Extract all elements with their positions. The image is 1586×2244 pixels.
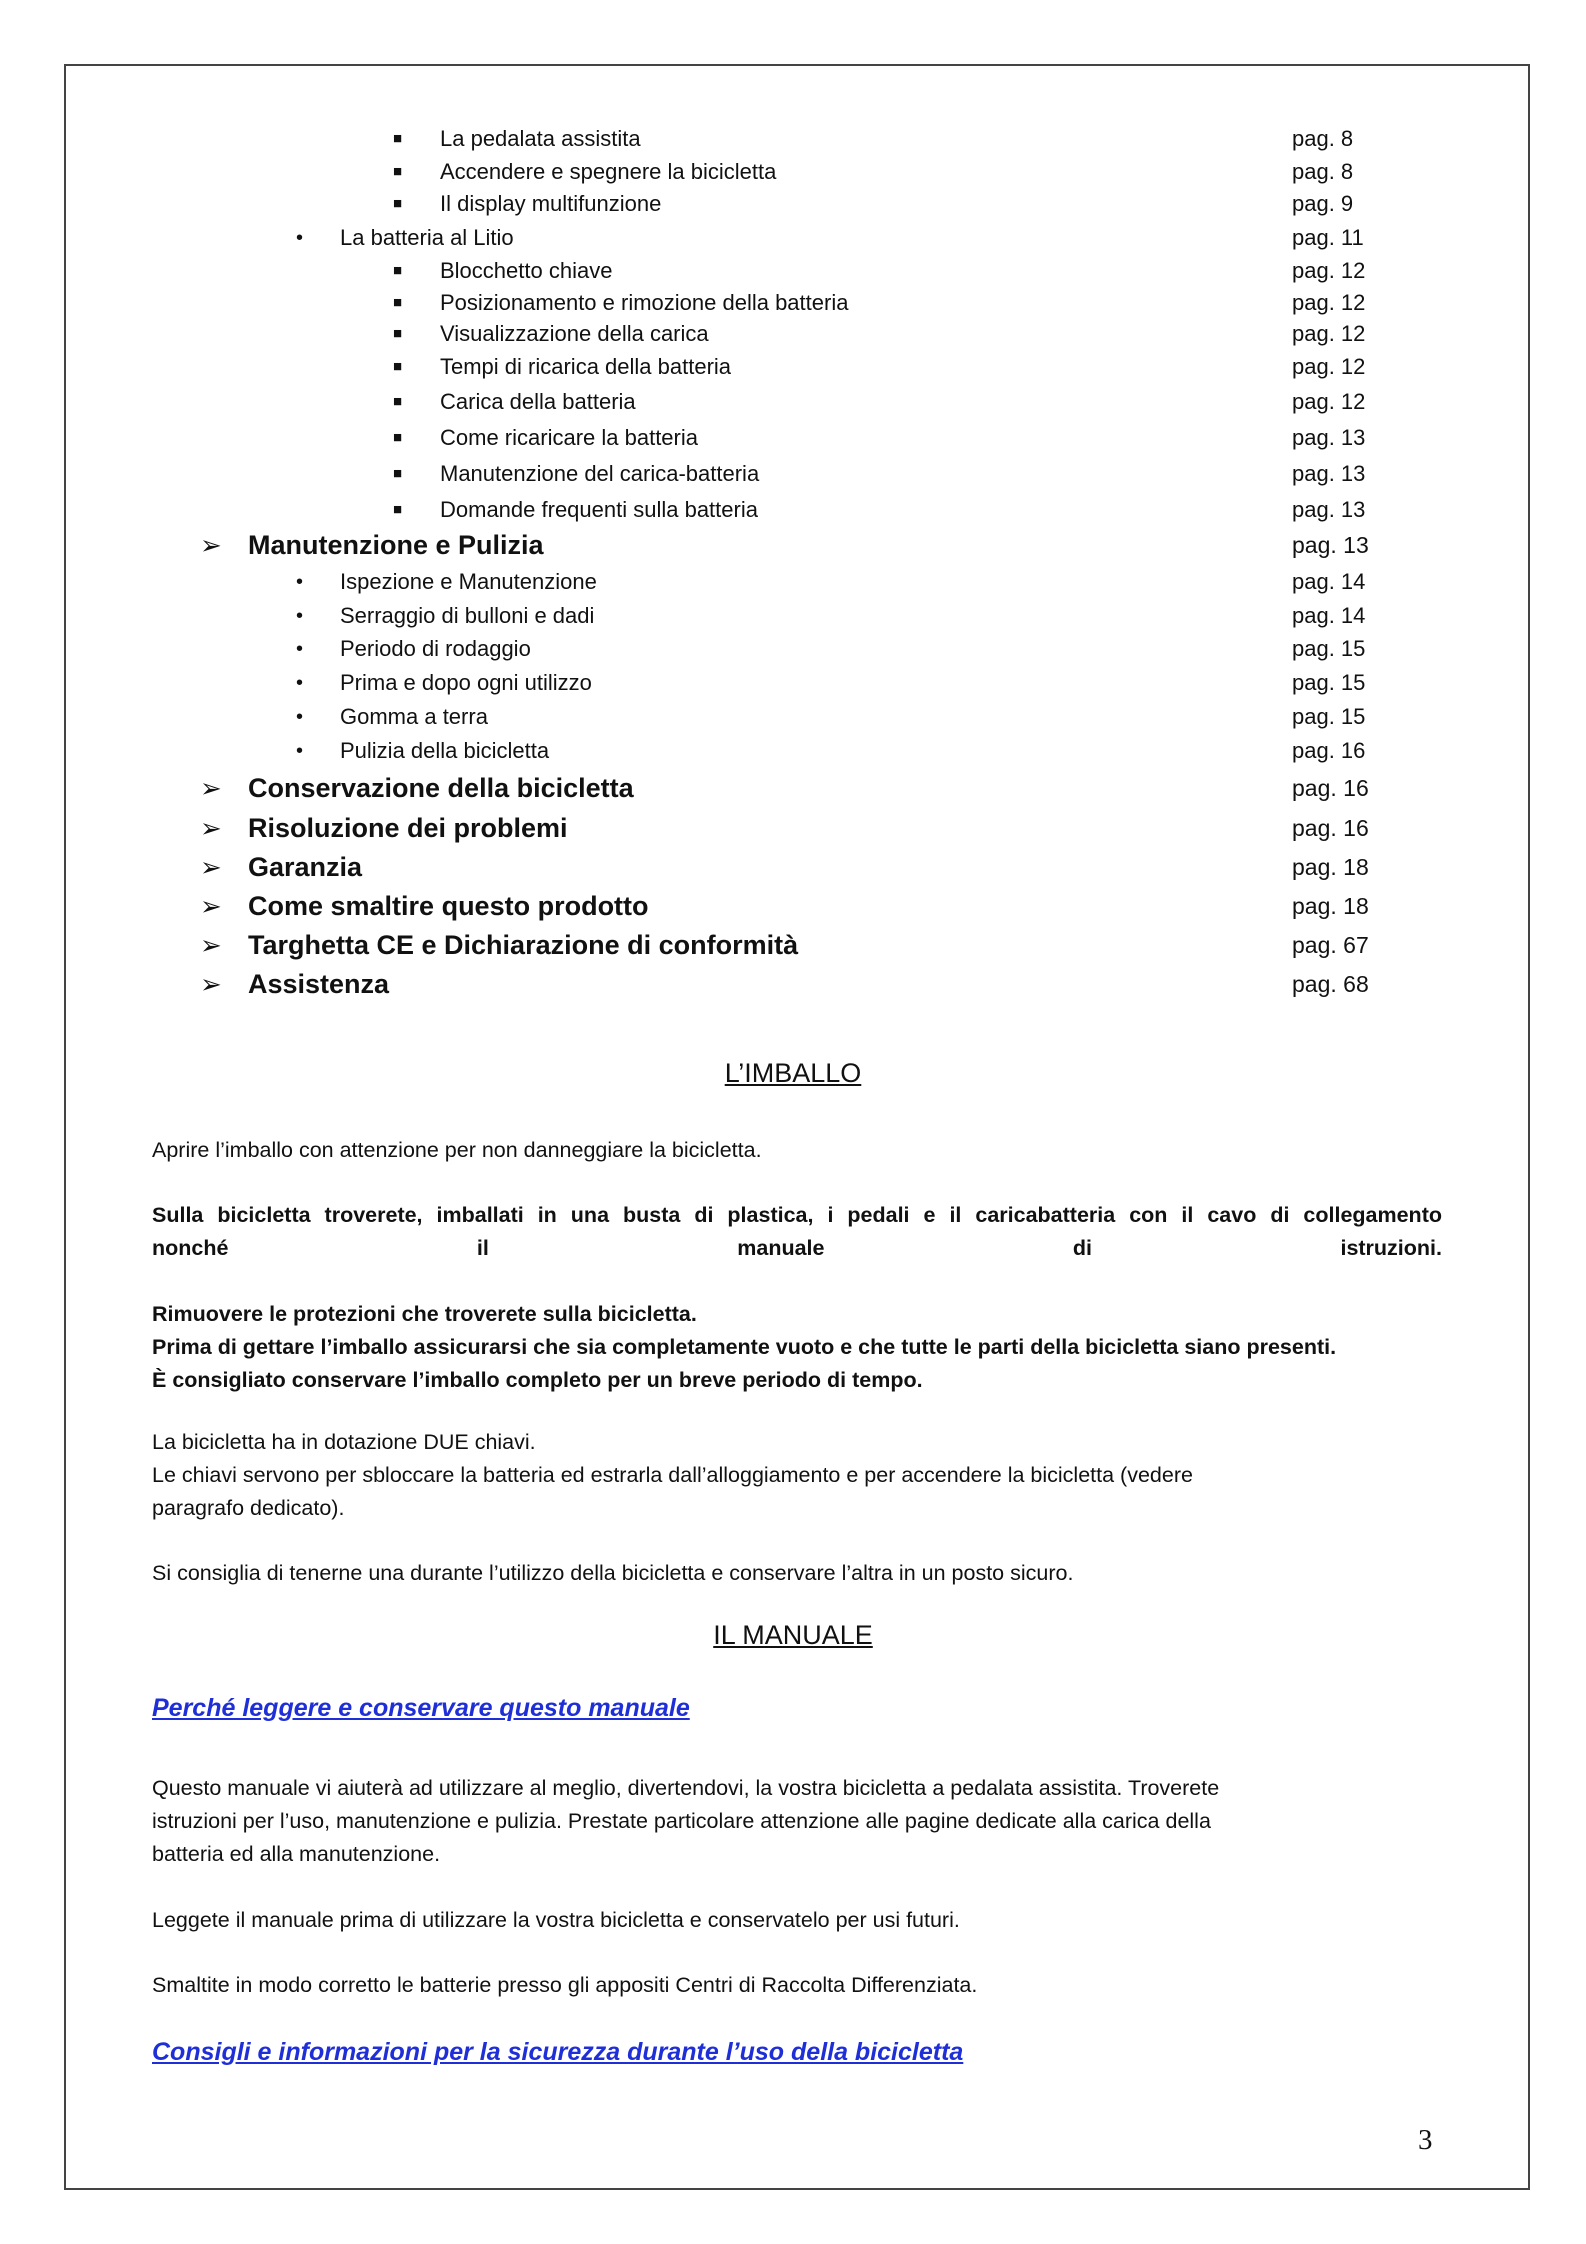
- toc-entry: [0, 286, 1586, 320]
- toc-entry-label: Come ricaricare la batteria: [440, 425, 698, 450]
- arrow-bullet-icon: ➢: [200, 813, 222, 843]
- paragraph-line: Aprire l’imballo con attenzione per non danneggiare la bicicletta.: [152, 1138, 762, 1162]
- toc-entry-page: pag. 18: [1292, 893, 1369, 919]
- toc-entry-label: Ispezione e Manutenzione: [340, 569, 597, 594]
- round-bullet-icon: •: [296, 740, 304, 762]
- toc-entry: [0, 254, 1586, 288]
- toc-entry-page: pag. 16: [1292, 775, 1369, 801]
- paragraph-line: Smaltite in modo corretto le batterie presso gli appositi Centri di Raccolta Differenziata.: [152, 1973, 978, 1997]
- toc-entry-page: pag. 12: [1292, 258, 1366, 283]
- square-bullet-icon: ■: [393, 325, 403, 342]
- toc-entry-page: pag. 15: [1292, 670, 1366, 695]
- toc-entry-page: pag. 14: [1292, 569, 1366, 594]
- toc-entry-page: pag. 13: [1292, 497, 1366, 522]
- toc-entry-page: pag. 12: [1292, 354, 1366, 379]
- page-number: 3: [1418, 2124, 1433, 2156]
- square-bullet-icon: ■: [393, 358, 403, 375]
- arrow-bullet-icon: ➢: [200, 969, 222, 999]
- toc-entry-page: pag. 13: [1292, 532, 1369, 558]
- toc-entry-label: Serraggio di bulloni e dadi: [340, 603, 595, 628]
- toc-entry: [0, 734, 1586, 768]
- paragraph-line: Rimuovere le protezioni che troverete sulla bicicletta.: [152, 1302, 697, 1326]
- toc-entry-label: Targhetta CE e Dichiarazione di conformità: [248, 930, 799, 960]
- toc-entry-page: pag. 18: [1292, 854, 1369, 880]
- section-heading-manuale: IL MANUALE: [713, 1620, 873, 1650]
- square-bullet-icon: ■: [393, 501, 403, 518]
- toc-entry: [0, 187, 1586, 221]
- toc-entry: [0, 565, 1586, 599]
- toc-entry: [0, 700, 1586, 734]
- round-bullet-icon: •: [296, 605, 304, 627]
- square-bullet-icon: ■: [393, 262, 403, 279]
- toc-entry-label: La batteria al Litio: [340, 225, 514, 250]
- toc-entry: [0, 350, 1586, 384]
- square-bullet-icon: ■: [393, 163, 403, 180]
- toc-entry-page: pag. 8: [1292, 126, 1354, 151]
- toc-entry: [0, 889, 1586, 923]
- toc-entry-page: pag. 12: [1292, 321, 1366, 346]
- toc-entry-label: Accendere e spegnere la bicicletta: [440, 159, 777, 184]
- round-bullet-icon: •: [296, 638, 304, 660]
- toc-entry: [0, 385, 1586, 419]
- toc-entry: [0, 317, 1586, 351]
- toc-entry-page: pag. 8: [1292, 159, 1354, 184]
- toc-entry-page: pag. 11: [1292, 225, 1364, 250]
- imballo-paragraph-3: [152, 1298, 1442, 1397]
- round-bullet-icon: •: [296, 571, 304, 593]
- toc-entry: [0, 528, 1586, 562]
- toc-entry-page: pag. 13: [1292, 425, 1366, 450]
- arrow-bullet-icon: ➢: [200, 773, 222, 803]
- toc-entry-page: pag. 9: [1292, 191, 1354, 216]
- toc-entry-page: pag. 16: [1292, 815, 1369, 841]
- paragraph-line: Le chiavi servono per sbloccare la batteria ed estrarla dall’alloggiamento e per accendere la bicicletta (vedere: [152, 1463, 1193, 1487]
- toc-entry-label: Posizionamento e rimozione della batteria: [440, 290, 849, 315]
- toc-entry: [0, 599, 1586, 633]
- arrow-bullet-icon: ➢: [200, 852, 222, 882]
- toc-entry: [0, 493, 1586, 527]
- toc-entry-page: pag. 15: [1292, 636, 1366, 661]
- manuale-paragraph-2: [152, 1904, 1442, 1937]
- toc-entry-label: Assistenza: [248, 969, 390, 999]
- arrow-bullet-icon: ➢: [200, 891, 222, 921]
- toc-entry: [0, 771, 1586, 805]
- paragraph-line: È consigliato conservare l’imballo completo per un breve periodo di tempo.: [152, 1368, 923, 1392]
- toc-entry-label: Come smaltire questo prodotto: [248, 891, 649, 921]
- toc-entry-page: pag. 67: [1292, 932, 1369, 958]
- imballo-paragraph-5: [152, 1557, 1442, 1590]
- subheading-perche-leggere: Perché leggere e conservare questo manuale: [152, 1694, 690, 1722]
- square-bullet-icon: ■: [393, 130, 403, 147]
- toc-entry: [0, 850, 1586, 884]
- toc-entry-label: Pulizia della bicicletta: [340, 738, 550, 763]
- toc-entry: [0, 928, 1586, 962]
- square-bullet-icon: ■: [393, 429, 403, 446]
- toc-entry-page: pag. 14: [1292, 603, 1366, 628]
- toc-entry-page: pag. 13: [1292, 461, 1366, 486]
- toc-entry: [0, 811, 1586, 845]
- section-heading-imballo: L’IMBALLO: [724, 1058, 862, 1088]
- paragraph-line: Si consiglia di tenerne una durante l’utilizzo della bicicletta e conservare l’altra in un posto sicuro.: [152, 1561, 1074, 1585]
- paragraph-line: La bicicletta ha in dotazione DUE chiavi.: [152, 1430, 536, 1454]
- toc-entry: [0, 421, 1586, 455]
- square-bullet-icon: ■: [393, 195, 403, 212]
- toc-entry-label: Carica della batteria: [440, 389, 636, 414]
- paragraph-line: Leggete il manuale prima di utilizzare la vostra bicicletta e conservatelo per usi futuri.: [152, 1908, 960, 1932]
- toc-entry-label: Prima e dopo ogni utilizzo: [340, 670, 592, 695]
- round-bullet-icon: •: [296, 672, 304, 694]
- toc-entry: [0, 457, 1586, 491]
- toc-entry-label: Risoluzione dei problemi: [248, 813, 568, 843]
- toc-entry-label: Manutenzione del carica-batteria: [440, 461, 760, 486]
- square-bullet-icon: ■: [393, 393, 403, 410]
- round-bullet-icon: •: [296, 706, 304, 728]
- manuale-paragraph-3: [152, 1969, 1442, 2002]
- toc-entry-label: Periodo di rodaggio: [340, 636, 531, 661]
- paragraph-line: nonché il manuale di istruzioni.: [152, 1236, 1442, 1260]
- toc-entry-page: pag. 12: [1292, 290, 1366, 315]
- square-bullet-icon: ■: [393, 465, 403, 482]
- toc-entry-label: La pedalata assistita: [440, 126, 641, 151]
- subheading-consigli-sicurezza: Consigli e informazioni per la sicurezza durante l’uso della bicicletta: [152, 2038, 964, 2066]
- toc-entry: [0, 632, 1586, 666]
- round-bullet-icon: •: [296, 227, 304, 249]
- toc-entry-page: pag. 12: [1292, 389, 1366, 414]
- paragraph-line: istruzioni per l’uso, manutenzione e pulizia. Prestate particolare attenzione alle pagine dedicate alla carica della: [152, 1809, 1211, 1833]
- toc-entry-label: Visualizzazione della carica: [440, 321, 709, 346]
- imballo-paragraph-4: [152, 1426, 1442, 1525]
- toc-entry-page: pag. 68: [1292, 971, 1369, 997]
- paragraph-line: Prima di gettare l’imballo assicurarsi che sia completamente vuoto e che tutte le parti della bicicletta siano presenti.: [152, 1335, 1337, 1359]
- square-bullet-icon: ■: [393, 294, 403, 311]
- arrow-bullet-icon: ➢: [200, 930, 222, 960]
- toc-entry: [0, 155, 1586, 189]
- toc-entry-page: pag. 16: [1292, 738, 1366, 763]
- imballo-paragraph-2: [152, 1199, 1442, 1265]
- toc-entry-label: Gomma a terra: [340, 704, 488, 729]
- toc-entry-label: Il display multifunzione: [440, 191, 662, 216]
- toc-entry: [0, 221, 1586, 255]
- arrow-bullet-icon: ➢: [200, 530, 222, 560]
- toc-entry: [0, 122, 1586, 156]
- toc-entry-label: Tempi di ricarica della batteria: [440, 354, 732, 379]
- paragraph-line: Questo manuale vi aiuterà ad utilizzare al meglio, divertendovi, la vostra bicicletta a pedalata assistita. Troverete: [152, 1776, 1220, 1800]
- toc-entry: [0, 666, 1586, 700]
- manuale-paragraph-1: [152, 1772, 1442, 1871]
- toc-entry-label: Manutenzione e Pulizia: [248, 530, 544, 560]
- paragraph-line: paragrafo dedicato).: [152, 1496, 345, 1520]
- toc-entry-label: Blocchetto chiave: [440, 258, 613, 283]
- paragraph-line: Sulla bicicletta troverete, imballati in una busta di plastica, i pedali e il caricabatteria con il cavo di collegamento: [152, 1203, 1442, 1227]
- paragraph-line: batteria ed alla manutenzione.: [152, 1842, 441, 1866]
- toc-entry-label: Domande frequenti sulla batteria: [440, 497, 758, 522]
- toc-entry-label: Garanzia: [248, 852, 363, 882]
- toc-entry-page: pag. 15: [1292, 704, 1366, 729]
- toc-entry: [0, 967, 1586, 1001]
- imballo-paragraph-1: [152, 1134, 1442, 1167]
- toc-entry-label: Conservazione della bicicletta: [248, 773, 634, 803]
